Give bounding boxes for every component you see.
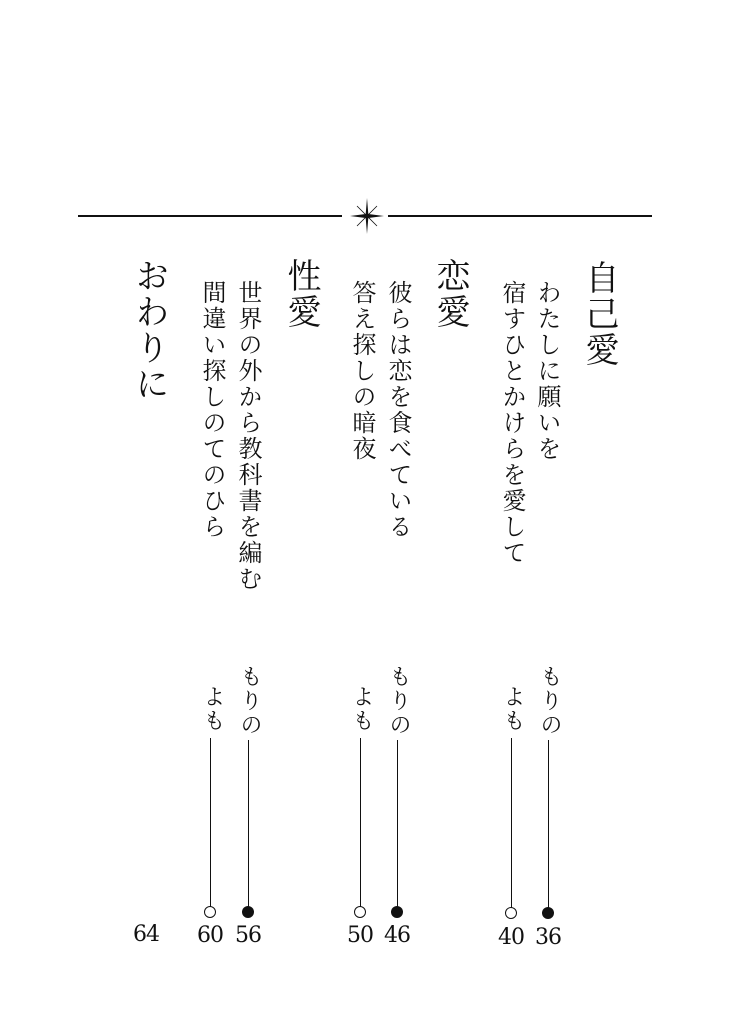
open-circle-icon	[505, 907, 517, 919]
toc-author: よも	[349, 685, 374, 733]
page-number: 40	[498, 925, 524, 950]
filled-dot-icon	[542, 907, 554, 919]
sparkle-icon	[350, 198, 384, 234]
leader-line	[511, 738, 512, 908]
leader-line	[248, 740, 249, 908]
toc-author: よも	[500, 685, 525, 733]
page-number: 50	[347, 923, 373, 948]
section-heading-afterword: おわりに	[129, 258, 169, 402]
ornament-rule-right	[388, 215, 652, 217]
toc-title: 宿すひとかけらを愛して	[498, 280, 526, 566]
open-circle-icon	[354, 906, 366, 918]
leader-line	[548, 740, 549, 908]
section-heading-romance: 恋愛	[430, 258, 470, 330]
toc-author: もりの	[237, 665, 262, 737]
page-number: 46	[384, 923, 410, 948]
section-heading-self-love: 自己愛	[579, 260, 619, 368]
leader-line	[210, 738, 211, 908]
page-number: 36	[535, 925, 561, 950]
toc-title: 間違い探しのてのひら	[198, 280, 226, 540]
toc-title: わたしに願いを	[533, 280, 561, 462]
ornament-rule-left	[78, 215, 342, 217]
toc-author: もりの	[386, 665, 411, 737]
page-number: 56	[235, 923, 261, 948]
filled-dot-icon	[242, 906, 254, 918]
toc-author: よも	[200, 685, 225, 733]
section-heading-sexuality: 性愛	[281, 258, 321, 330]
toc-title: 答え探しの暗夜	[348, 280, 376, 462]
page-number: 64	[133, 922, 159, 947]
open-circle-icon	[204, 906, 216, 918]
page-number: 60	[197, 923, 223, 948]
leader-line	[397, 740, 398, 908]
filled-dot-icon	[391, 906, 403, 918]
toc-author: もりの	[537, 665, 562, 737]
leader-line	[360, 738, 361, 908]
toc-title: 世界の外から教科書を編む	[234, 280, 262, 592]
toc-title: 彼らは恋を食べている	[384, 280, 412, 540]
